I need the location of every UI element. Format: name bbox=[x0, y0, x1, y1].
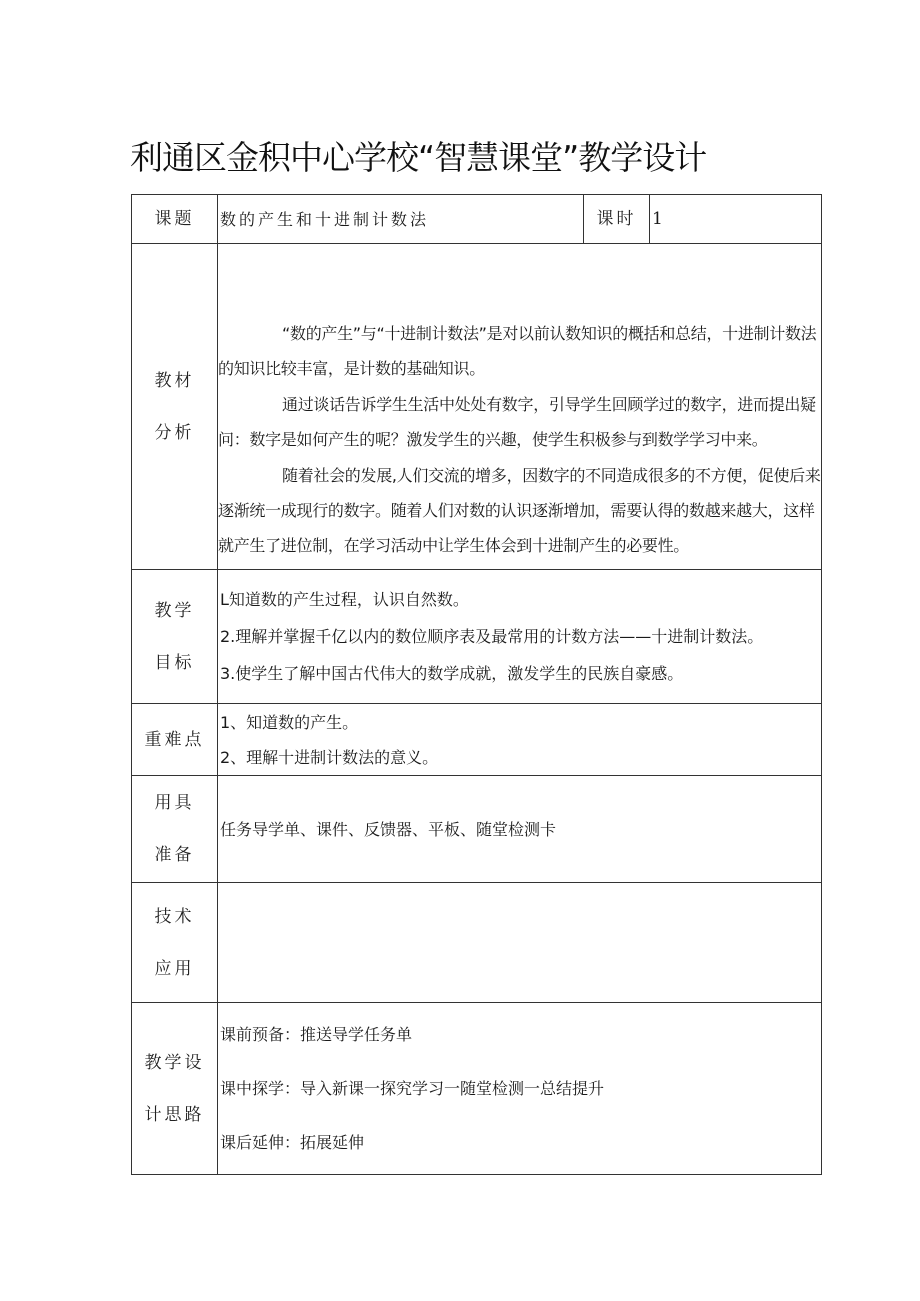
analysis-content bbox=[218, 244, 822, 570]
design-label: 教学设 计思路 bbox=[132, 1003, 218, 1175]
goal-item: L知道数的产生过程，认识自然数。 bbox=[220, 590, 469, 609]
key-points-row bbox=[132, 704, 822, 776]
lesson-plan-table bbox=[131, 194, 822, 1175]
goals-content bbox=[218, 570, 822, 704]
analysis-paragraph: 随着社会的发展,人们交流的增多，因数字的不同造成很多的不方便，促使后来逐渐统一成现行的数字。随着人们对数的认识逐渐增加，需要认得的数越来越大，这样就产生了进位制，在学习活动中让学生体会到十进制产生的必要性。 bbox=[218, 466, 821, 555]
goals-row bbox=[132, 570, 822, 704]
topic-label: 课题 bbox=[132, 195, 218, 244]
key-point-item: 1、知道数的产生。 bbox=[220, 712, 359, 732]
tools-label: 用具 准备 bbox=[132, 776, 218, 883]
analysis-label: 教材 分析 bbox=[132, 244, 218, 570]
topic-row bbox=[132, 195, 822, 244]
analysis-paragraph: 通过谈话告诉学生生活中处处有数字，引导学生回顾学过的数字，进而提出疑问：数字是如何产生的呢？激发学生的兴趣，使学生积极参与到数学学习中来。 bbox=[218, 395, 816, 449]
goal-item: 2.理解并掌握千亿以内的数位顺序表及最常用的计数方法——十进制计数法。 bbox=[220, 627, 764, 646]
design-item: 课前预备：推送导学任务单 bbox=[220, 1024, 413, 1044]
design-item: 课中探学：导入新课一探究学习一随堂检测一总结提升 bbox=[220, 1078, 605, 1098]
tools-row bbox=[132, 776, 822, 883]
key-point-item: 2、理解十进制计数法的意义。 bbox=[220, 747, 439, 767]
topic-value: 数的产生和十进制计数法 bbox=[218, 195, 584, 244]
hours-value: 1 bbox=[650, 195, 822, 244]
document-title: 利通区金积中心学校“智慧课堂”教学设计 bbox=[130, 138, 707, 177]
analysis-row bbox=[132, 244, 822, 570]
tech-content bbox=[218, 883, 822, 1003]
hours-label: 课时 bbox=[584, 195, 650, 244]
goals-label: 教学 目标 bbox=[132, 570, 218, 704]
tech-label: 技术 应用 bbox=[132, 883, 218, 1003]
goal-item: 3.使学生了解中国古代伟大的数学成就，激发学生的民族自豪感。 bbox=[220, 664, 684, 683]
tech-row bbox=[132, 883, 822, 1003]
tools-content: 任务导学单、课件、反馈器、平板、随堂检测卡 bbox=[218, 776, 822, 883]
design-content bbox=[218, 1003, 822, 1175]
analysis-paragraph: “数的产生”与“十进制计数法”是对以前认数知识的概括和总结，十进制计数法的知识比较丰富，是计数的基础知识。 bbox=[218, 324, 817, 378]
design-row bbox=[132, 1003, 822, 1175]
key-points-content bbox=[218, 704, 822, 776]
design-item: 课后延伸：拓展延伸 bbox=[220, 1132, 365, 1152]
key-points-label: 重难点 bbox=[132, 704, 218, 776]
